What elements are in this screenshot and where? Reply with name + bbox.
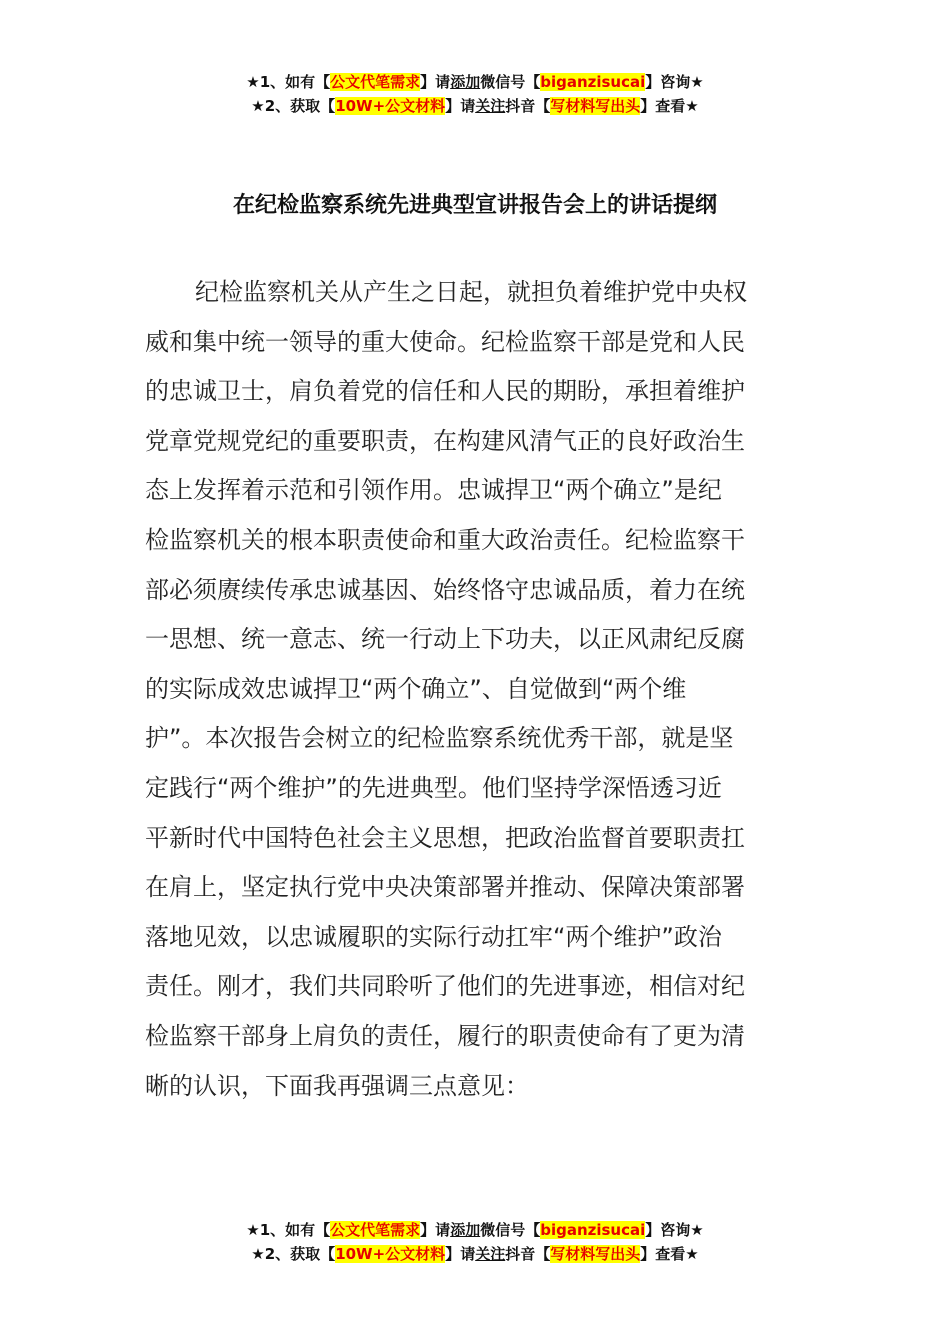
- promo-text: 】查看★: [640, 1245, 699, 1263]
- body-line: 落地见效，以忠诚履职的实际行动扛牢“两个维护”政治: [145, 922, 722, 951]
- promo-text: 】查看★: [640, 97, 699, 115]
- body-line: 检监察机关的根本职责使命和重大政治责任。纪检监察干: [145, 525, 745, 554]
- body-line: 定践行“两个维护”的先进典型。他们坚持学深悟透习近: [145, 773, 722, 802]
- body-line: 检监察干部身上肩负的责任，履行的职责使命有了更为清: [145, 1021, 745, 1050]
- body-line: 在肩上，坚定执行党中央决策部署并推动、保障决策部署: [145, 873, 745, 902]
- promo-text: 微信号【: [480, 73, 541, 91]
- promo-text: ★1、如有【: [246, 73, 331, 91]
- body-line: 一思想、统一意志、统一行动上下功夫，以正风肃纪反腐: [145, 625, 745, 654]
- promo-text: 】请: [420, 1221, 451, 1239]
- promo-text: 抖音【: [505, 1245, 551, 1263]
- promo-highlight: 10W+公文材料: [335, 97, 446, 115]
- promo-line-1: [0, 70, 950, 94]
- promo-highlight: 公文代笔需求: [330, 1221, 421, 1239]
- body-line: 护”。本次报告会树立的纪检监察系统优秀干部，就是坚: [145, 724, 734, 753]
- promo-emphasis: 添加: [450, 73, 481, 91]
- promo-text: ★1、如有【: [246, 1221, 331, 1239]
- promo-emphasis: 关注: [475, 1245, 506, 1263]
- promo-text: 抖音【: [505, 97, 551, 115]
- promo-line-1: [0, 1218, 950, 1242]
- promo-line-2: [0, 94, 950, 118]
- promo-highlight: 10W+公文材料: [335, 1245, 446, 1263]
- promo-text: ★2、获取【: [251, 1245, 336, 1263]
- promo-highlight: 写材料写出头: [550, 1245, 641, 1263]
- header-promo-banner: [0, 70, 950, 118]
- body-line: 责任。刚才，我们共同聆听了他们的先进事迹，相信对纪: [145, 972, 745, 1001]
- body-line: 纪检监察机关从产生之日起，就担负着维护党中央权: [195, 278, 747, 306]
- promo-text: ★2、获取【: [251, 97, 336, 115]
- body-line: 的忠诚卫士，肩负着党的信任和人民的期盼，承担着维护: [145, 377, 745, 406]
- promo-highlight: 写材料写出头: [550, 97, 641, 115]
- promo-text: 】请: [445, 97, 476, 115]
- footer-promo-banner: [0, 1218, 950, 1266]
- promo-text: 】请: [445, 1245, 476, 1263]
- promo-highlight: 公文代笔需求: [330, 73, 421, 91]
- promo-highlight: biganzisucai: [540, 73, 646, 91]
- body-line: 党章党规党纪的重要职责，在构建风清气正的良好政治生: [145, 426, 745, 455]
- promo-highlight: biganzisucai: [540, 1221, 646, 1239]
- body-line: 平新时代中国特色社会主义思想，把政治监督首要职责扛: [145, 823, 745, 852]
- body-line: 部必须赓续传承忠诚基因、始终恪守忠诚品质，着力在统: [145, 575, 745, 604]
- promo-text: 】请: [420, 73, 451, 91]
- body-line: 晰的认识，下面我再强调三点意见：: [145, 1071, 529, 1100]
- body-line: 威和集中统一领导的重大使命。纪检监察干部是党和人民: [145, 327, 745, 356]
- promo-text: 】咨询★: [645, 1221, 704, 1239]
- document-title: 在纪检监察系统先进典型宣讲报告会上的讲话提纲: [232, 193, 717, 218]
- document-body: [145, 268, 785, 1111]
- promo-text: 】咨询★: [645, 73, 704, 91]
- body-line: 的实际成效忠诚捍卫“两个确立”、自觉做到“两个维: [145, 674, 687, 703]
- promo-emphasis: 添加: [450, 1221, 481, 1239]
- promo-emphasis: 关注: [475, 97, 506, 115]
- promo-line-2: [0, 1242, 950, 1266]
- body-line: 态上发挥着示范和引领作用。忠诚捍卫“两个确立”是纪: [145, 476, 722, 505]
- promo-text: 微信号【: [480, 1221, 541, 1239]
